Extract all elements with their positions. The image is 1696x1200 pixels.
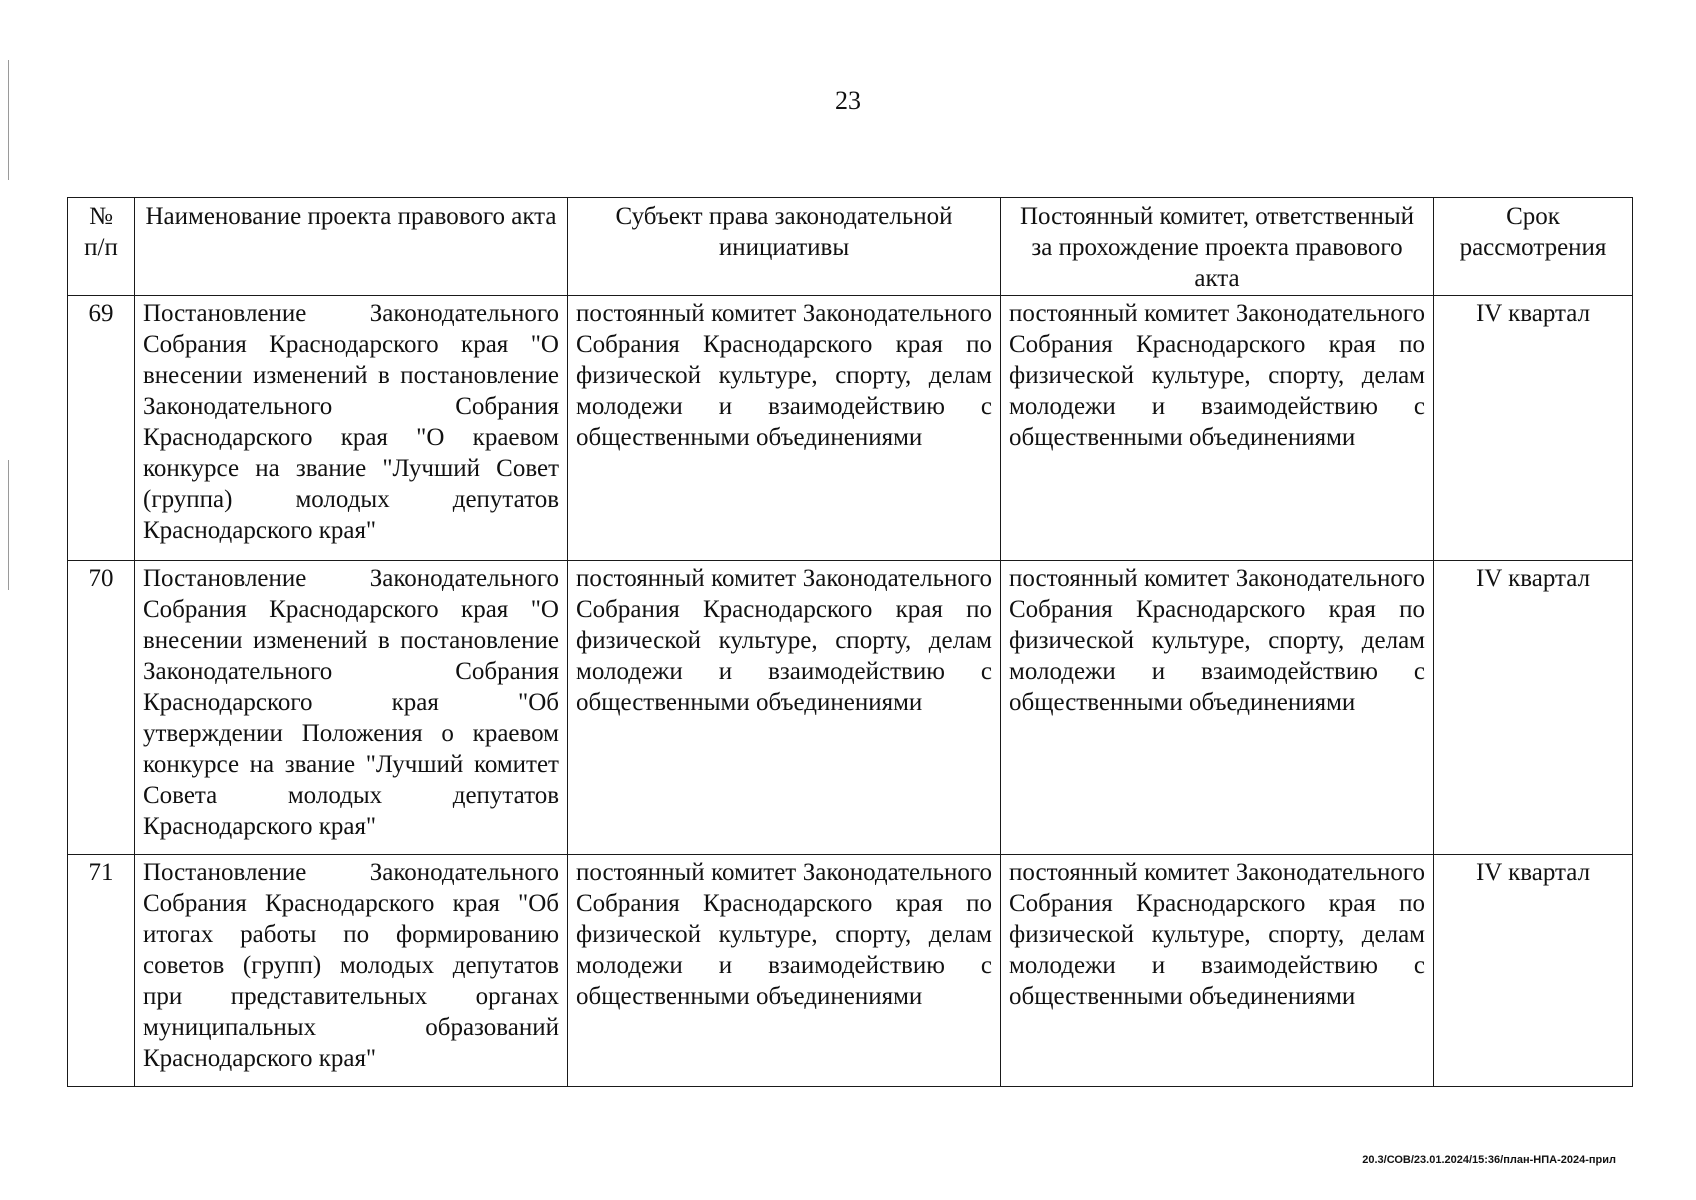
- table-row: [68, 296, 1633, 561]
- document-registration-code: 20.3/СОВ/23.01.2024/15:36/план-НПА-2024-прил: [1362, 1154, 1616, 1166]
- initiative-subject-cell: постоянный комитет Законодательного Собрания Краснодарского края по физической культуре, спорту, делам молодежи и взаимодействию с общественными объединениями: [568, 296, 1001, 561]
- act-name-cell: Постановление Законодательного Собрания Краснодарского края "О внесении изменений в постановление Законодательного Собрания Краснодарского края "Об утверждении Положения о краевом конкурсе на звание "Лучший комитет Совета молодых депутатов Краснодарского края": [135, 561, 568, 855]
- review-term-cell: IV квартал: [1434, 561, 1633, 855]
- initiative-subject-cell: постоянный комитет Законодательного Собрания Краснодарского края по физической культуре, спорту, делам молодежи и взаимодействию с общественными объединениями: [568, 855, 1001, 1087]
- review-term-cell: IV квартал: [1434, 855, 1633, 1087]
- page-number: 23: [835, 86, 861, 115]
- table-header-row: [68, 198, 1633, 296]
- review-term-cell: IV квартал: [1434, 296, 1633, 561]
- initiative-subject-cell: постоянный комитет Законодательного Собрания Краснодарского края по физической культуре, спорту, делам молодежи и взаимодействию с общественными объединениями: [568, 561, 1001, 855]
- legislative-plan-table: [67, 197, 1633, 1087]
- row-number: 71: [68, 855, 135, 1087]
- table-row: [68, 561, 1633, 855]
- table-row: [68, 855, 1633, 1087]
- header-committee: Постоянный комитет, ответственный за прохождение проекта правового акта: [1001, 198, 1434, 296]
- responsible-committee-cell: постоянный комитет Законодательного Собрания Краснодарского края по физической культуре, спорту, делам молодежи и взаимодействию с общественными объединениями: [1001, 296, 1434, 561]
- act-name-cell: Постановление Законодательного Собрания Краснодарского края "О внесении изменений в постановление Законодательного Собрания Краснодарского края "О краевом конкурсе на звание "Лучший Совет (группа) молодых депутатов Краснодарского края": [135, 296, 568, 561]
- responsible-committee-cell: постоянный комитет Законодательного Собрания Краснодарского края по физической культуре, спорту, делам молодежи и взаимодействию с общественными объединениями: [1001, 561, 1434, 855]
- scan-edge-mark: [8, 460, 9, 590]
- responsible-committee-cell: постоянный комитет Законодательного Собрания Краснодарского края по физической культуре, спорту, делам молодежи и взаимодействию с общественными объединениями: [1001, 855, 1434, 1087]
- header-num: № п/п: [68, 198, 135, 296]
- row-number: 69: [68, 296, 135, 561]
- row-number: 70: [68, 561, 135, 855]
- header-term: Срок рассмотрения: [1434, 198, 1633, 296]
- header-name: Наименование проекта правового акта: [135, 198, 568, 296]
- header-subject: Субъект права законодательной инициативы: [568, 198, 1001, 296]
- scan-edge-mark: [8, 60, 9, 180]
- act-name-cell: Постановление Законодательного Собрания Краснодарского края "Об итогах работы по формированию советов (групп) молодых депутатов при представительных органах муниципальных образований Краснодарского края": [135, 855, 568, 1087]
